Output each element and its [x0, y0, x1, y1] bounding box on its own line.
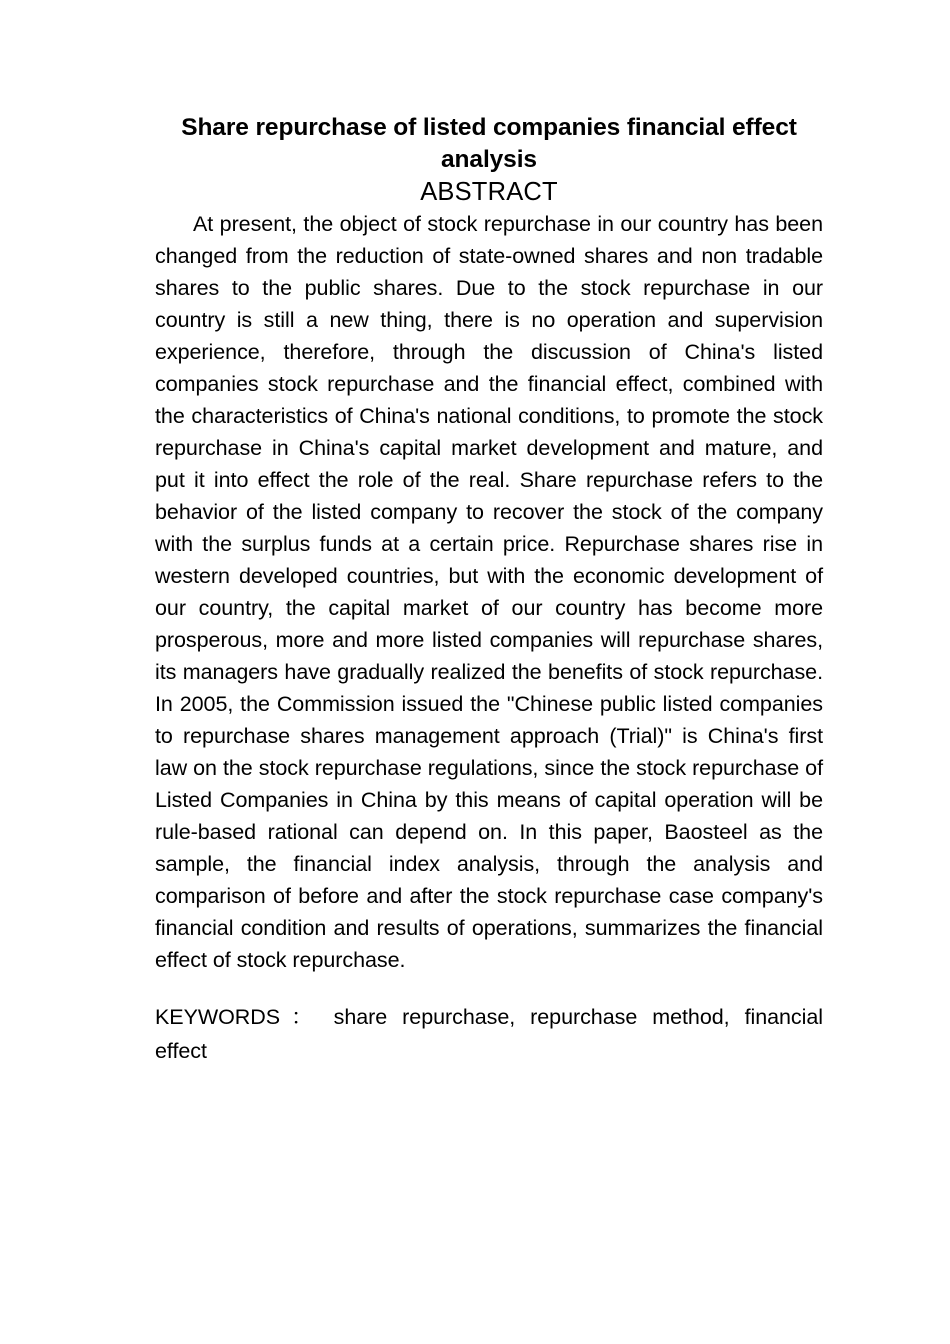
keywords-paragraph — [155, 1000, 823, 1068]
abstract-body-paragraph: At present, the object of stock repurchase in our country has been changed from the reduction of state-owned shares and non tradable shares to the public shares. Due to the stock repurchase in our country is still a new thing, there is no operation and supervision experience, therefore, through the discussion of China's listed companies stock repurchase and the financial effect, combined with the characteristics of China's national conditions, to promote the stock repurchase in China's capital market development and mature, and put it into effect the role of the real. Share repurchase refers to the behavior of the listed company to recover the stock of the company with the surplus funds at a certain price. Repurchase shares rise in western developed countries, but with the economic development of our country, the capital market of our country has become more prosperous, more and more listed companies will repurchase shares, its managers have gradually realized the benefits of stock repurchase. In 2005, the Commission issued the "Chinese public listed companies to repurchase shares management approach (Trial)" is China's first law on the stock repurchase regulations, since the stock repurchase of Listed Companies in China by this means of capital operation will be rule-based rational can depend on. In this paper, Baosteel as the sample, the financial index analysis, through the analysis and comparison of before and after the stock repurchase case company's financial condition and results of operations, summarizes the financial effect of stock repurchase. — [155, 212, 823, 972]
keywords-colon: ： — [282, 1005, 322, 1029]
keywords-value: share repurchase, repurchase method, financial effect — [155, 1005, 823, 1063]
page-title: Share repurchase of listed companies financial effect analysis — [181, 114, 797, 173]
abstract-heading: ABSTRACT — [420, 178, 558, 206]
page-content — [155, 112, 823, 1068]
keywords-label: KEYWORDS — [155, 1005, 281, 1029]
